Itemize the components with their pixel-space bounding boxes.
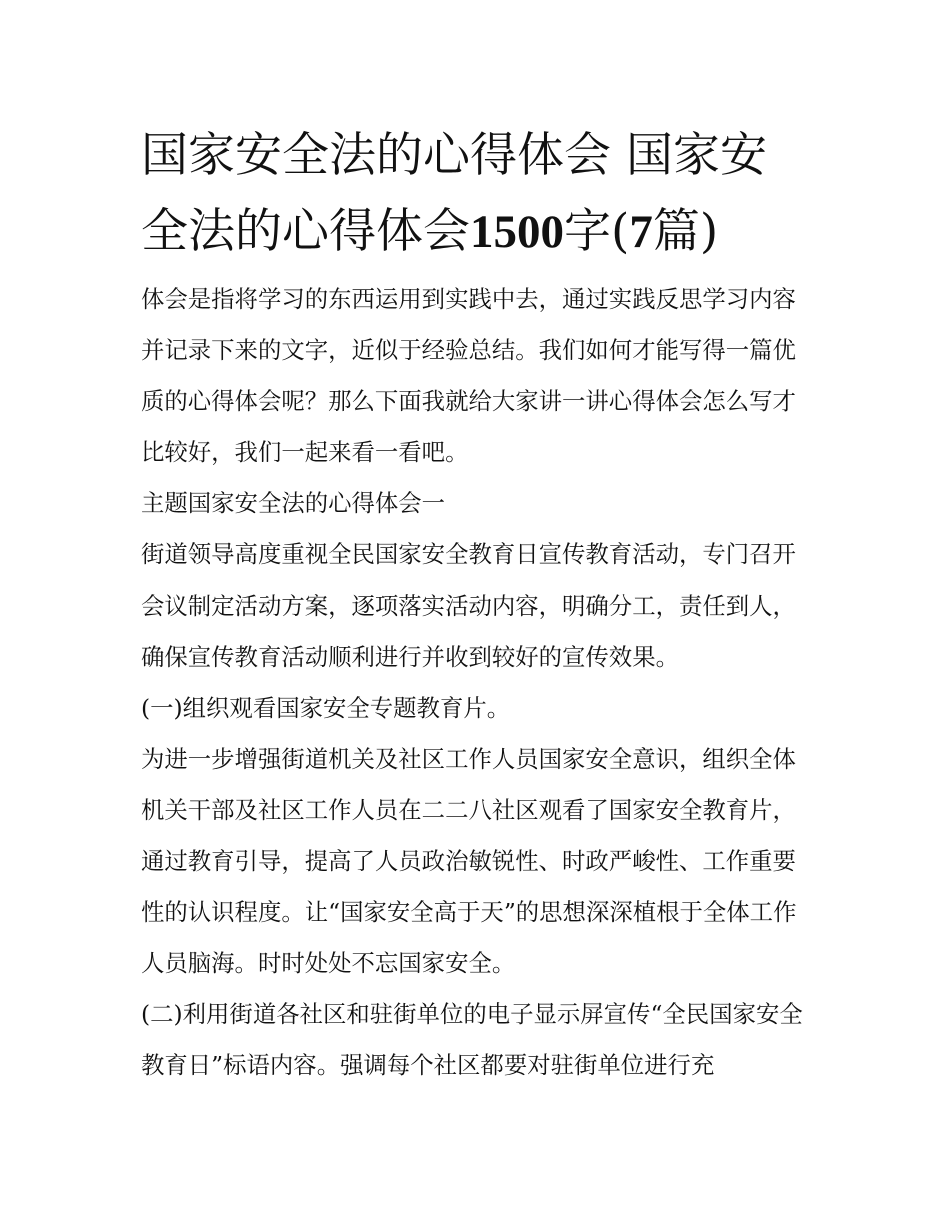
subheading-1: (一)组织观看国家安全专题教育片。 [141,693,511,722]
body-paragraph: 为进一步增强街道机关及社区工作人员国家安全意识，组织全体机关干部及社区工作人员在二二八社区观看了国家安全教育片，通过教育引导，提高了人员政治敏锐性、时政严峻性、工作重要性的认识程度。让“国家安全高于天”的思想深深植根于全体工作人员脑海。时时处处不忘国家安全。 [141,744,797,978]
title-number: 1500 [470,206,564,258]
title-text-part1: 国家安全法的心得体会 国家安全法的心得体会 [141,128,767,259]
document-body [141,274,813,1092]
document-title [141,118,811,270]
body-paragraph: 街道领导高度重视全民国家安全教育日宣传教育活动，专门召开会议制定活动方案，逐项落实活动内容，明确分工，责任到人，确保宣传教育活动顺利进行并收到较好的宣传效果。 [141,540,796,671]
title-text-part3: 篇) [652,204,719,259]
title-text-part2: 字( [564,204,630,259]
intro-paragraph: 体会是指将学习的东西运用到实践中去，通过实践反思学习内容并记录下来的文字，近似于经验总结。我们如何才能写得一篇优质的心得体会呢？那么下面我就给大家讲一讲心得体会怎么写才比较好，我们一起来看一看吧。 [141,285,796,467]
title-count: 7 [629,206,653,258]
section-heading: 主题国家安全法的心得体会一 [141,489,446,518]
subheading-2: (二)利用街道各社区和驻街单位的电子显示屏宣传“全民国家安全教育日”标语内容。强调每个社区都要对驻街单位进行充 [141,1000,803,1080]
